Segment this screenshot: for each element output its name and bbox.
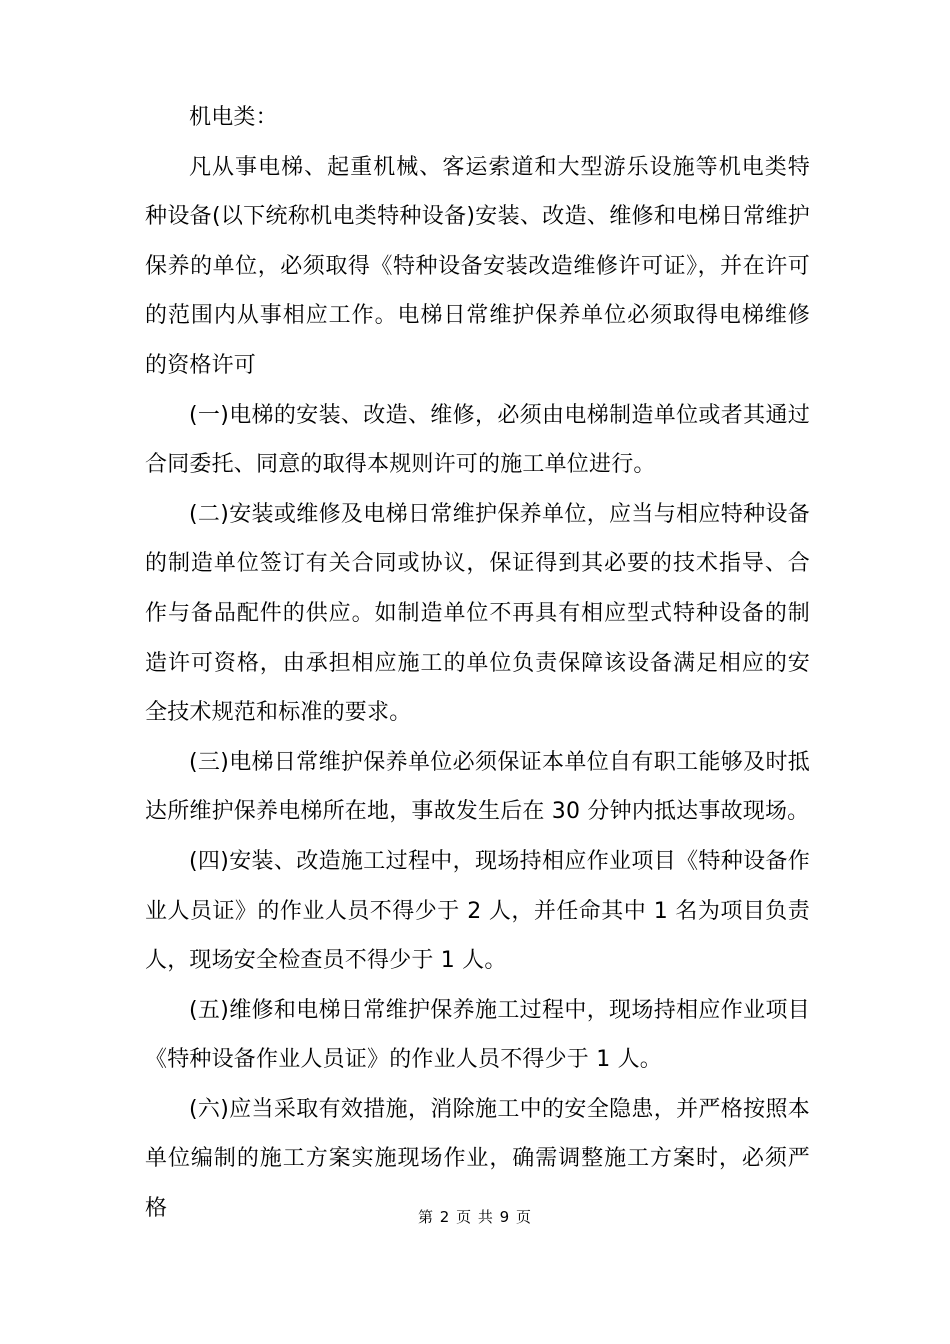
paragraph-item-3: (三)电梯日常维护保养单位必须保证本单位自有职工能够及时抵达所维护保养电梯所在地，事故发生后在 30 分钟内抵达事故现场。 — [145, 749, 810, 825]
page-number-footer: 第 2 页 共 9 页 — [418, 1208, 532, 1226]
paragraph-item-2: (二)安装或维修及电梯日常维护保养单位，应当与相应特种设备的制造单位签订有关合同或协议，保证得到其必要的技术指导、合作与备品配件的供应。如制造单位不再具有相应型式特种设备的制造许可资格，由承担相应施工的单位负责保障该设备满足相应的安全技术规范和标准的要求。 — [145, 501, 810, 726]
paragraph-heading: 机电类： — [189, 105, 278, 130]
paragraph-item-1: (一)电梯的安装、改造、维修，必须由电梯制造单位或者其通过合同委托、同意的取得本规则许可的施工单位进行。 — [145, 402, 810, 478]
document-body — [145, 93, 810, 1234]
paragraph-item-4: (四)安装、改造施工过程中，现场持相应作业项目《特种设备作业人员证》的作业人员不得少于 2 人，并任命其中 1 名为项目负责人，现场安全检查员不得少于 1 人。 — [145, 848, 810, 974]
paragraph-intro: 凡从事电梯、起重机械、客运索道和大型游乐设施等机电类特种设备(以下统称机电类特种设备)安装、改造、维修和电梯日常维护保养的单位，必须取得《特种设备安装改造维修许可证》，并在许可的范围内从事相应工作。电梯日常维护保养单位必须取得电梯维修的资格许可 — [145, 154, 810, 378]
paragraph-item-5: (五)维修和电梯日常维护保养施工过程中，现场持相应作业项目《特种设备作业人员证》的作业人员不得少于 1 人。 — [145, 997, 810, 1073]
paragraph-item-6: (六)应当采取有效措施，消除施工中的安全隐患，并严格按照本单位编制的施工方案实施现场作业，确需调整施工方案时，必须严格 — [145, 1096, 810, 1222]
